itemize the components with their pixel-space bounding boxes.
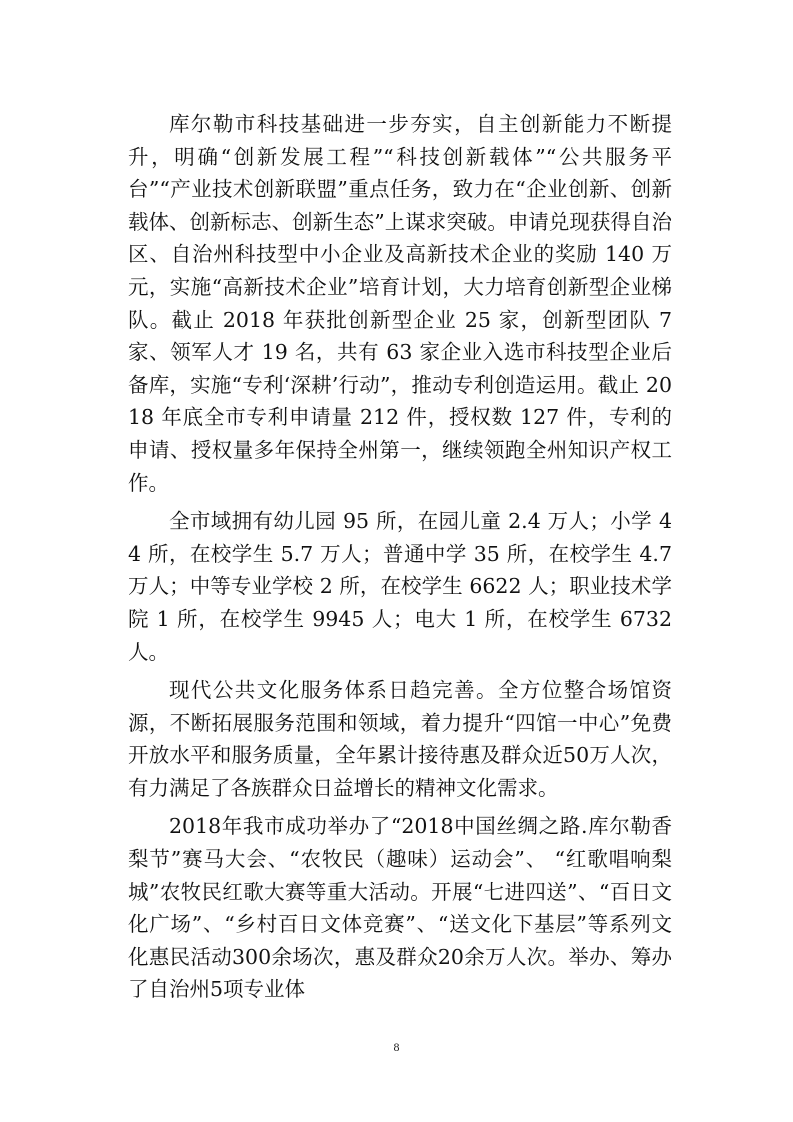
paragraph-education: 全市域拥有幼儿园 95 所，在园儿童 2.4 万人；小学 44 所，在校学生 5.7 万人；普通中学 35 所，在校学生 4.7 万人；中等专业学校 2 所，在校学生 6622 人；职业技术学院 1 所，在校学生 9945 人；电大 1 所，在校学生 6732 人。 <box>128 509 672 664</box>
paragraph-public-culture: 现代公共文化服务体系日趋完善。全方位整合场馆资源，不断拓展服务范围和领域，着力提升“四馆一中心”免费开放水平和服务质量，全年累计接待惠及群众近50万人次，有力满足了各族群众日益增长的精神文化需求。 <box>128 678 672 800</box>
paragraph-science-tech: 库尔勒市科技基础进一步夯实，自主创新能力不断提升，明确“创新发展工程”“科技创新载体”“公共服务平台”“产业技术创新联盟”重点任务，致力在“企业创新、创新载体、创新标志、创新生态”上谋求突破。申请兑现获得自治区、自治州科技型中小企业及高新技术企业的奖励 140 万元，实施“高新技术企业”培育计划，大力培育创新型企业梯队。截止 2018 年获批创新型企业 25 家，创新型团队 7 家、领军人才 19 名，共有 63 家企业入选市科技型企业后备库，实施“专利‘深耕’行动”，推动专利创造运用。截止 2018 年底全市专利申请量 212 件，授权数 127 件，专利的申请、授权量多年保持全州第一，继续领跑全州知识产权工作。 <box>128 112 672 495</box>
body-text <box>128 108 672 1012</box>
paragraph-events: 2018年我市成功举办了“2018中国丝绸之路.库尔勒香梨节”赛马大会、“农牧民（趣味）运动会”、 “红歌唱响梨城”农牧民红歌大赛等重大活动。开展“七进四送”、“百日文化广场”、“乡村百日文体竞赛”、“送文化下基层”等系列文化惠民活动300余场次，惠及群众20余万人次。举办、筹办了自治州5项专业体 <box>128 814 672 1002</box>
page-number: 8 <box>393 1040 400 1054</box>
